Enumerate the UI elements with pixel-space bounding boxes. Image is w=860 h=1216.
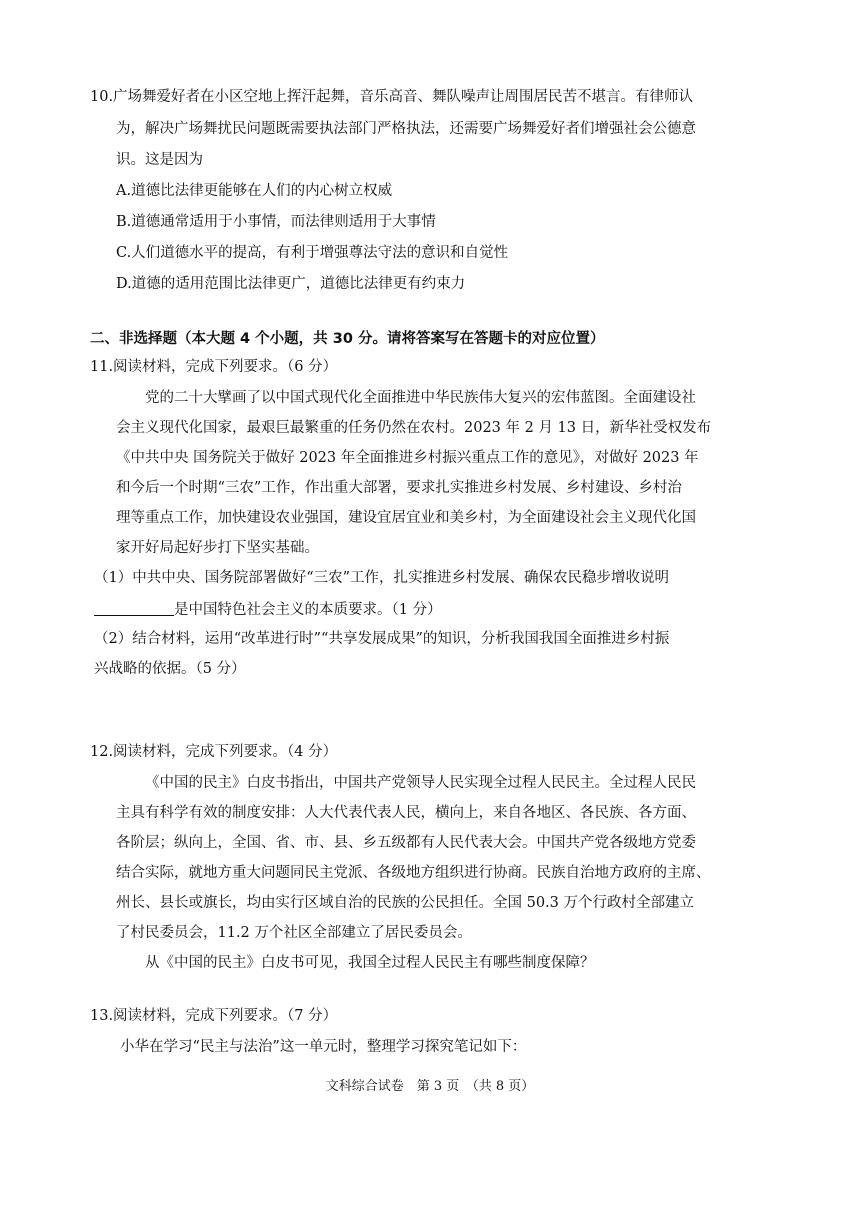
q11-sub2-line-2: 兴战略的依据。（5 分） [94,661,246,677]
q10-option-a: A.道德比法律更能够在人们的内心树立权威 [116,183,393,199]
q11-sub1-line-1: （1）中共中央、国务院部署做好“三农”工作，扎实推进乡村发展、确保农民稳步增收说明 [94,570,670,586]
q12-material-line-3: 各阶层；纵向上，全国、省、市、县、乡五级都有人民代表大会。中国共产党各级地方党委 [116,835,696,851]
q13-intro: 小华在学习“民主与法治”这一单元时，整理学习探究笔记如下： [120,1039,527,1055]
q11-title: 11.阅读材料，完成下列要求。（6 分） [90,359,338,375]
q12-material-line-1: 《中国的民主》白皮书指出，中国共产党领导人民实现全过程人民民主。全过程人民民 [145,775,696,791]
q11-material-line-1: 党的二十大擘画了以中国式现代化全面推进中华民族伟大复兴的宏伟蓝图。全面建设社 [145,390,696,406]
answer-blank[interactable] [94,601,174,616]
q11-material-line-5: 理等重点工作，加快建设农业强国，建设宜居宜业和美乡村，为全面建设社会主义现代化国 [116,510,696,526]
q11-sub1-line-2 [94,601,442,618]
q12-material-line-2: 主具有科学有效的制度安排：人大代表代表人民，横向上，来自各地区、各民族、各方面、 [116,805,696,821]
q11-material-line-4: 和今后一个时期“三农”工作，作出重大部署，要求扎实推进乡村发展、乡村建设、乡村治 [116,480,682,496]
q12-title: 12.阅读材料，完成下列要求。（4 分） [90,744,338,760]
q10-stem-line-3: 识。这是因为 [116,152,203,168]
section2-heading: 二、非选择题（本大题 4 个小题，共 30 分。请将答案写在答题卡的对应位置） [90,331,605,347]
q11-sub1-line-2-text: 是中国特色社会主义的本质要求。（1 分） [174,602,442,618]
q10-stem-line-1: 10.广场舞爱好者在小区空地上挥汗起舞，音乐高音、舞队噪声让周围居民苦不堪言。有律师认 [90,89,694,105]
page-footer: 文科综合试卷 第 3 页 （共 8 页） [325,1079,535,1094]
q13-title: 13.阅读材料，完成下列要求。（7 分） [90,1008,338,1024]
q10-stem-line-2: 为，解决广场舞扰民问题既需要执法部门严格执法，还需要广场舞爱好者们增强社会公德意 [116,121,696,137]
q10-option-c: C.人们道德水平的提高，有利于增强尊法守法的意识和自觉性 [116,245,509,261]
q10-option-b: B.道德通常适用于小事情，而法律则适用于大事情 [116,214,436,230]
q11-material-line-3: 《中共中央 国务院关于做好 2023 年全面推进乡村振兴重点工作的意见》，对做好 2023 年 [116,450,699,466]
q12-question: 从《中国的民主》白皮书可见，我国全过程人民民主有哪些制度保障？ [145,955,595,971]
q12-material-line-4: 结合实际，就地方重大问题同民主党派、各级地方组织进行协商。民族自治地方政府的主席、 [116,865,711,881]
q12-material-line-6: 了村民委员会，11.2 万个社区全部建立了居民委员会。 [116,925,472,941]
q11-sub2-line-1: （2）结合材料，运用“改革进行时”“共享发展成果”的知识，分析我国我国全面推进乡村振 [94,631,670,647]
q11-material-line-2: 会主义现代化国家，最艰巨最繁重的任务仍然在农村。2023 年 2 月 13 日，新华社受权发布 [116,420,712,436]
q12-material-line-5: 州长、县长或旗长，均由实行区域自治的民族的公民担任。全国 50.3 万个行政村全部建立 [116,895,694,911]
q11-material-line-6: 家开好局起好步打下坚实基础。 [116,540,319,556]
q10-option-d: D.道德的适用范围比法律更广，道德比法律更有约束力 [116,276,466,292]
